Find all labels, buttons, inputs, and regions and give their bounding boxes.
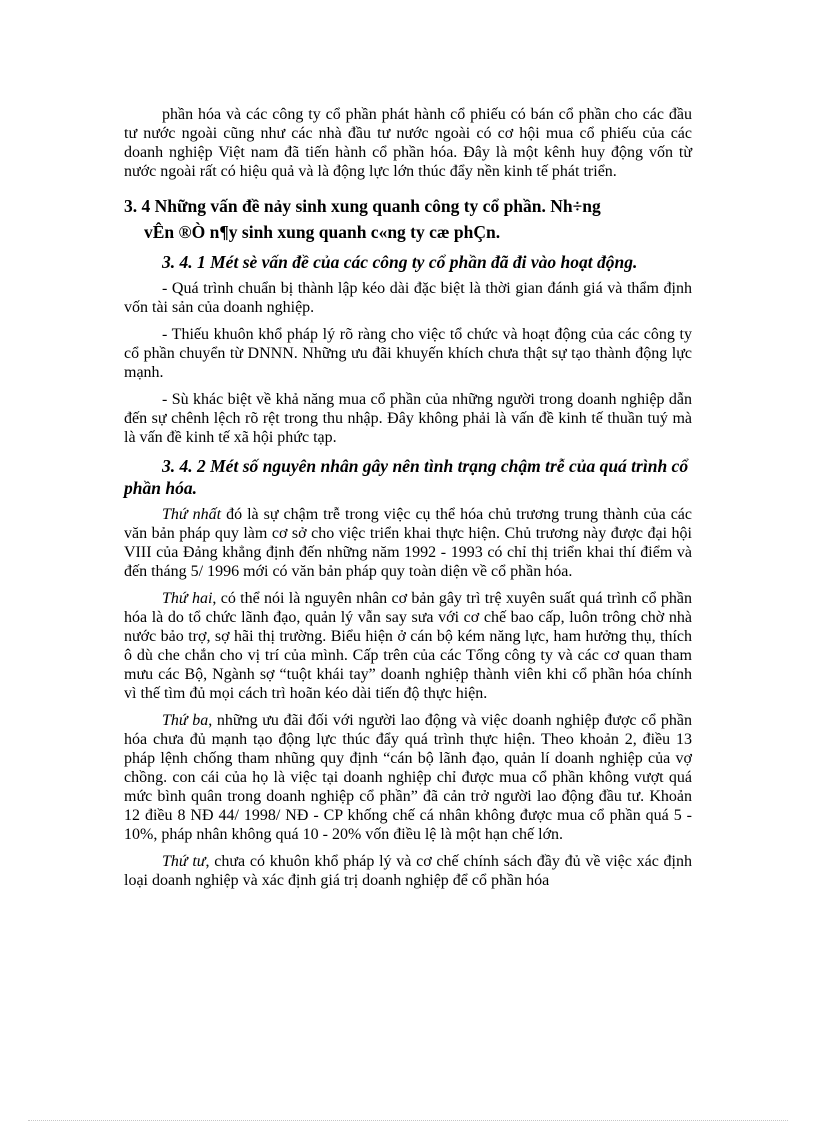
list-item: - Quá trình chuẩn bị thành lập kéo dài đặc biệt là thời gian đánh giá và thẩm định vốn tài sản của doanh nghiệp. (124, 280, 692, 316)
paragraph-second (124, 589, 692, 703)
list-item: - Sù khác biệt về khả năng mua cổ phần của những người trong doanh nghiệp dẫn đến sự chênh lệch rõ rệt trong thu nhập. Đây không phải là vấn đề kinh tế thuần tuý mà là vấn đề kinh tế xã hội phức tạp. (124, 391, 692, 446)
section-heading (124, 193, 692, 245)
subsection-heading-2: 3. 4. 2 Mét số nguyên nhân gây nên tình trạng chậm trễ của quá trình cổ phần hóa. (124, 456, 689, 498)
paragraph-lead: Thứ tư (162, 853, 206, 870)
paragraph-text: , những ưu đãi đối với người lao động và việc doanh nghiệp được cổ phần hóa chưa đủ mạnh tạo động lực thúc đẩy quá trình thực hiện. Theo khoản 2, điều 13 pháp lệnh chống tham nhũng quy định “cán bộ lãnh đạo, quản lí doanh nghiệp của vợ chồng. con cái của họ là việc tại doanh nghiệp chỉ được mua cổ phần không vượt quá mức bình quân trong doanh nghiệp cổ phần” đã cản trở người lao động đầu tư. Khoản 12 điều 8 NĐ 44/ 1998/ NĐ - CP khống chế cá nhân không được mua cổ phần quá 5 - 10%, pháp nhân không quá 10 - 20% vốn điều lệ là một hạn chế lớn. (124, 712, 693, 843)
list-item: - Thiếu khuôn khổ pháp lý rõ ràng cho việc tổ chức và hoạt động của các công ty cổ phần chuyển từ DNNN. Những ưu đãi khuyến khích chưa thật sự tạo thành động lực mạnh. (124, 326, 692, 381)
section-heading-line1: 3. 4 Những vấn đề nảy sinh xung quanh công ty cổ phần. Nh÷ng (124, 196, 601, 216)
paragraph-third (124, 711, 692, 844)
subsection-heading-1: 3. 4. 1 Mét sè vấn đề của các công ty cổ phần đã đi vào hoạt động. (162, 252, 638, 272)
paragraph-text: , có thể nói là nguyên nhân cơ bản gây trì trệ xuyên suất quá trình cổ phần hóa là do tổ chức lãnh đạo, quản lý vẫn say sưa với cơ chế bao cấp, luôn trông chờ nhà nước bảo trợ, sợ hãi thị trường. Biểu hiện ở cán bộ kém năng lực, ham hưởng thụ, thích ô dù che chắn cho vị trí của mình. Cấp trên của các Tổng công ty và các cơ quan tham mưu các Bộ, Ngành sợ “tuột khái tay” doanh nghiệp thành viên khi cổ phần hóa chính vì thế tìm đủ mọi cách trì hoãn kéo dài tiến độ thực hiện. (124, 590, 692, 702)
page-bottom-divider (28, 1120, 788, 1121)
paragraph-lead: Thứ nhất (162, 506, 222, 523)
paragraph-lead: Thứ ba (162, 712, 209, 729)
section-heading-line2: vÊn ®Ò n¶y sinh xung quanh c«ng ty cæ phÇn. (144, 222, 501, 242)
paragraph-first (124, 505, 692, 581)
paragraph-text: , chưa có khuôn khổ pháp lý và cơ chế chính sách đầy đủ về việc xác định loại doanh nghiệp và xác định giá trị doanh nghiệp để cổ phần hóa (124, 853, 693, 889)
paragraph-text: đó là sự chậm trễ trong việc cụ thể hóa chủ trương trung thành của các văn bản pháp quy làm cơ sở cho việc triển khai thực hiện. Chủ trương này được đại hội VIII của Đảng khẳng định đến những năm 1992 - 1993 có chỉ thị triển khai thí điểm và đến tháng 5/ 1996 mới có văn bản pháp quy toàn diện về cổ phần hóa. (124, 506, 692, 580)
paragraph-fourth (124, 852, 692, 890)
paragraph-lead: Thứ hai (162, 590, 213, 607)
intro-paragraph: phần hóa và các công ty cổ phần phát hành cổ phiếu có bán cổ phần cho các đầu tư nước ngoài cũng như các nhà đầu tư nước ngoài có cơ hội mua cổ phiếu của các doanh nghiệp Việt nam đã tiến hành cổ phần hóa. Đây là một kênh huy động vốn từ nước ngoài rất có hiệu quả và là động lực lớn thúc đẩy nền kinh tế phát triển. (124, 106, 692, 180)
document-body (124, 105, 692, 890)
